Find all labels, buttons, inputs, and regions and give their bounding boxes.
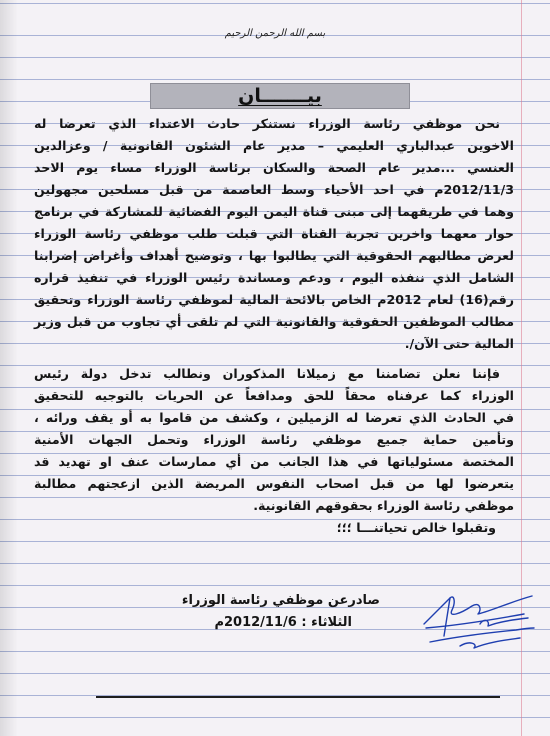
body-line: رقم(16) لعام 2012م الخاص بالائحة المالية لموظفي رئاسة الوزراء وتحقيق	[34, 292, 514, 307]
bottom-rule	[96, 696, 500, 698]
document-title: بيـــــــان	[238, 85, 322, 107]
body-line: موظفي رئاسة الوزراء بحقوقهم القانونية.	[253, 498, 514, 513]
body-line: وهما في طريقهما إلى مبنى قناة اليمن اليوم الفضائية للمشاركة في برنامج	[34, 204, 514, 219]
body-line: 2012/11/3م في احد الأحياء وسط العاصمة من قبل مسلحين مجهولين	[34, 182, 514, 197]
body-line: في الحادث الذي تعرضا له الزميلين ، وكشف من قاموا به أو يقف ورائه ،	[34, 410, 514, 425]
body-line: حوار معهما واخرين تجربة القناة التي قبلت طلب موظفي رئاسة الوزراء	[34, 226, 514, 241]
closing-line: وتقبلوا خالص تحياتنـــا ؛؛؛	[336, 520, 496, 535]
body-line: مطالب الموظفين الحقوقية والقانونية التي لم تلقى أي تجاوب من قبل وزير	[34, 314, 514, 329]
body-line: نحن موظفي رئاسة الوزراء نستنكر حادث الاعتداء الذي تعرضا له	[34, 116, 500, 131]
basmala-header: بسم الله الرحمن الرحيم	[224, 28, 326, 39]
body-line: فإننا نعلن تضامننا مع زميلانا المذكوران ونطالب تدخل دولة رئيس	[34, 366, 500, 381]
issuer-line: صادرعن موظفي رئاسة الوزراء	[181, 593, 380, 608]
handwritten-signature	[420, 584, 540, 654]
body-line: المختصة مسئولياتها في هذا الجانب من أي ممارسات عنف او تهديد قد	[34, 454, 514, 469]
statement-body	[34, 113, 514, 539]
body-line: المالية حتى الآن/.	[404, 336, 514, 351]
body-line: الاخوين عبدالباري العليمي – مدير عام الشئون القانونية / وعزالدين	[34, 138, 514, 153]
paragraph-gap	[34, 355, 514, 363]
issue-date: الثلاثاء : 2012/11/6م	[214, 615, 352, 630]
body-line: وتأمين حماية جميع موظفي رئاسة الوزراء وتحمل الجهات الأمنية	[34, 432, 514, 447]
title-box	[150, 83, 410, 109]
body-line: الشامل الذي ننفذه اليوم ، ودعم ومساندة رئيس الوزراء في تنفيذ قراره	[34, 270, 514, 285]
body-line: العنسي ...مدير عام الصحة والسكان برئاسة الوزراء مساء يوم الاحد	[34, 160, 514, 175]
body-line: يتعرضوا لها من قبل اصحاب النفوس المريضة الذين ازعجتهم مطالبة	[34, 476, 514, 491]
body-line: الوزراء كما عرفناه محقاً للحق ومدافعاً عن الحريات بالتوجيه للتحقيق	[34, 388, 514, 403]
body-line: لعرض مطالبهم الحقوقية التي يطالبوا بها ، وتوضيح أهداف وأغراض إضرابنا	[34, 248, 514, 263]
issuer-block	[182, 590, 380, 634]
